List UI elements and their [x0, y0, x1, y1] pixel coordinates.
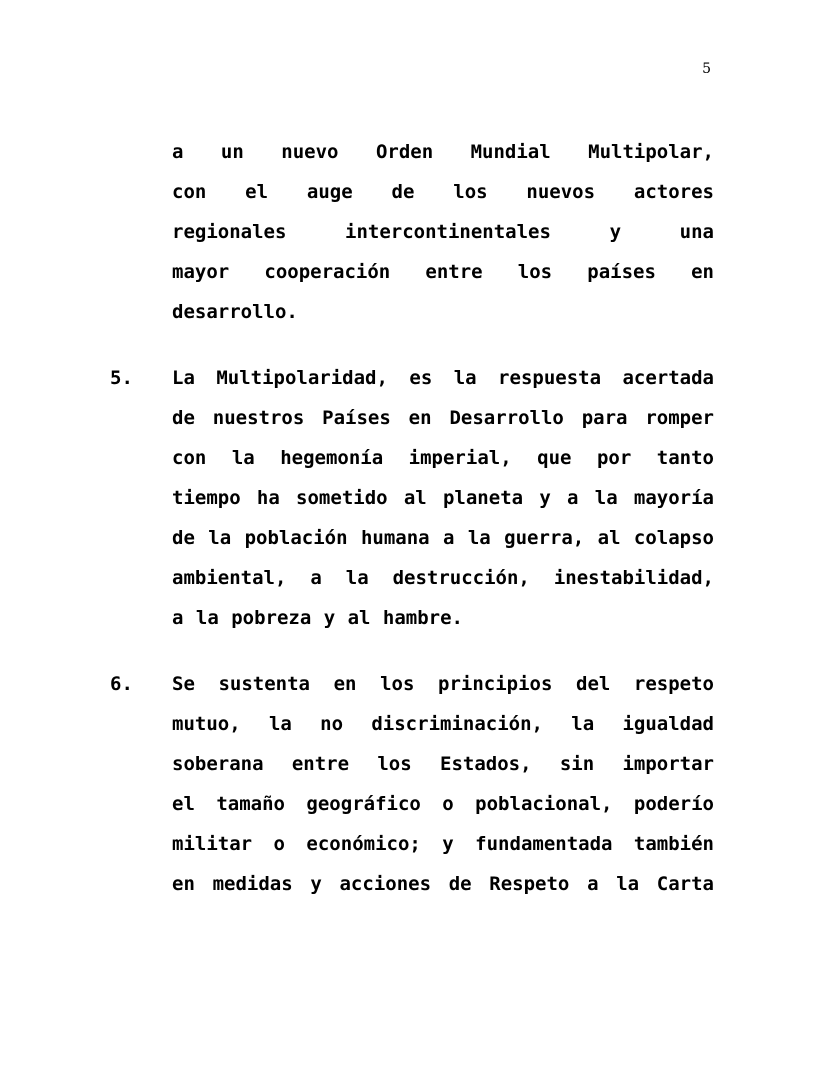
text-line: a un nuevo Orden Mundial Multipolar, [172, 141, 714, 163]
text-line: a la pobreza y al hambre. [172, 607, 463, 629]
paragraph [110, 132, 714, 332]
text-line: el tamaño geográfico o poblacional, poderío [172, 793, 714, 815]
text-line: desarrollo. [172, 301, 298, 323]
text-line: de la población humana a la guerra, al colapso [172, 527, 714, 549]
text-line: con el auge de los nuevos actores [172, 181, 714, 203]
document-body [110, 132, 714, 930]
text-line: de nuestros Países en Desarrollo para romper [172, 407, 714, 429]
text-line: Se sustenta en los principios del respeto [172, 673, 714, 695]
text-line: ambiental, a la destrucción, inestabilidad, [172, 567, 714, 589]
paragraph-marker: 5. [110, 367, 133, 389]
text-line: La Multipolaridad, es la respuesta acertada [172, 367, 714, 389]
text-line: en medidas y acciones de Respeto a la Carta [172, 873, 714, 895]
text-line: militar o económico; y fundamentada también [172, 833, 714, 855]
paragraph-text [172, 132, 714, 332]
paragraph-marker: 6. [110, 673, 133, 695]
paragraph [110, 358, 714, 638]
text-line: con la hegemonía imperial, que por tanto [172, 447, 714, 469]
text-line: tiempo ha sometido al planeta y a la mayoría [172, 487, 714, 509]
paragraph [110, 664, 714, 904]
paragraph-text [172, 664, 714, 904]
paragraph-text [172, 358, 714, 638]
text-line: mutuo, la no discriminación, la igualdad [172, 713, 714, 735]
text-line: soberana entre los Estados, sin importar [172, 753, 714, 775]
page-number: 5 [702, 61, 711, 77]
text-line: mayor cooperación entre los países en [172, 261, 714, 283]
text-line: regionales intercontinentales y una [172, 221, 714, 243]
